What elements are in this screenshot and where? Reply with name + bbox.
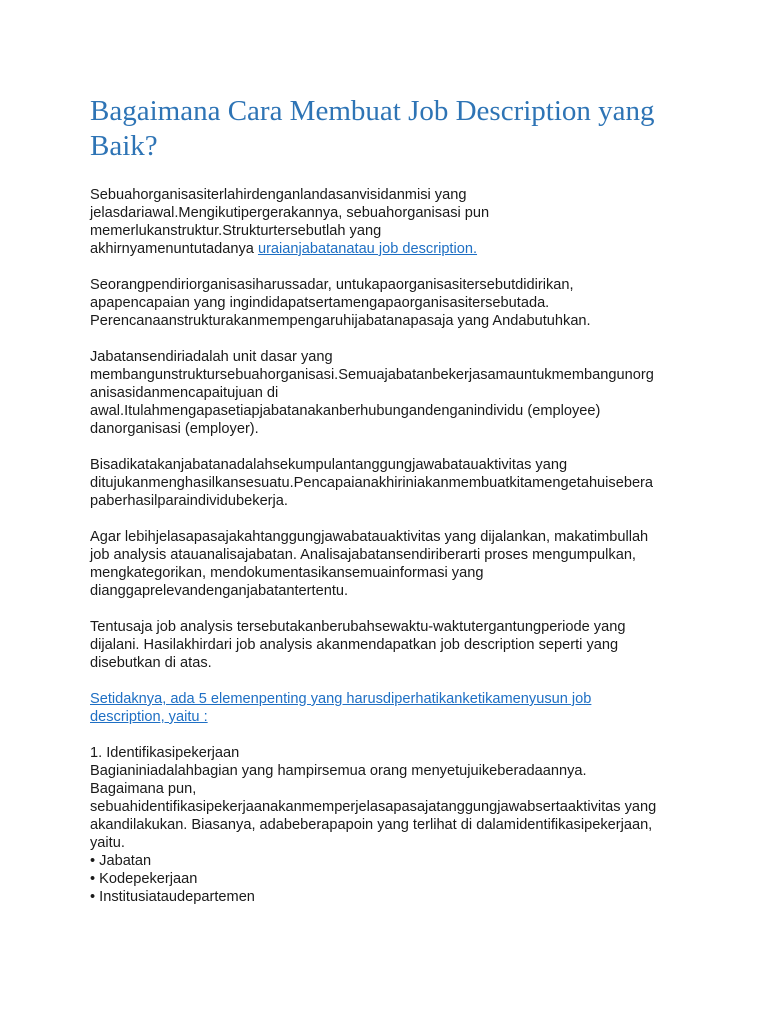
paragraph-2 xyxy=(90,276,690,330)
paragraph-line: disebutkan di atas. xyxy=(90,655,212,671)
title-line-1: Bagaimana Cara Membuat Job Description yang xyxy=(90,95,655,127)
section-line: akandilakukan. Biasanya, adabeberapapoin yang terlihat di dalamidentifikasipekerjaan, xyxy=(90,817,653,833)
paragraph-line: Jabatansendiriadalah unit dasar yang xyxy=(90,349,333,365)
paragraph-line: jelasdariawal.Mengikutipergerakannya, sebuahorganisasi pun xyxy=(90,205,490,221)
paragraph-6 xyxy=(90,618,690,672)
section-line: yaitu. xyxy=(90,835,125,851)
paragraph-line: Perencanaanstrukturakanmempengaruhijabatanapasaja yang Andabutuhkan. xyxy=(90,313,591,329)
paragraph-line: membangunstruktursebuahorganisasi.Semuajabatanbekerjasamauntukmembangunorg xyxy=(90,367,654,383)
paragraph-line: dianggaprelevandenganjabatantertentu. xyxy=(90,583,349,599)
paragraph-3 xyxy=(90,348,690,438)
paragraph-line: Sebuahorganisasiterlahirdenganlandasanvisidanmisi yang xyxy=(90,187,467,203)
elements-link-line[interactable]: description, yaitu : xyxy=(90,709,208,725)
document-page xyxy=(90,94,690,906)
paragraph-line-with-link xyxy=(90,240,690,258)
section-line: Bagianiniadalahbagian yang hampirsemua orang menyetujuikeberadaannya. xyxy=(90,763,587,779)
elements-intro-link[interactable] xyxy=(90,690,690,726)
paragraph-line: Bisadikatakanjabatanadalahsekumpulantanggungjawabatauaktivitas yang xyxy=(90,457,568,473)
section-line: sebuahidentifikasipekerjaanakanmemperjelasapasajatanggungjawabsertaaktivitas yang xyxy=(90,799,657,815)
paragraph-line: dijalani. Hasilakhirdari job analysis akanmendapatkan job description seperti yang xyxy=(90,637,619,653)
paragraph-line: job analysis atauanalisajabatan. Analisajabatansendiriberarti proses mengumpulkan, xyxy=(90,547,636,563)
paragraph-line: memerlukanstruktur.Strukturtersebutlah yang xyxy=(90,223,382,239)
paragraph-line: Agar lebihjelasapasajakahtanggungjawabatauaktivitas yang dijalankan, makatimbullah xyxy=(90,529,649,545)
paragraph-4 xyxy=(90,456,690,510)
paragraph-line: Tentusaja job analysis tersebutakanberubahsewaktu-waktutergantungperiode yang xyxy=(90,619,626,635)
paragraph-line: mengkategorikan, mendokumentasikansemuainformasi yang xyxy=(90,565,484,581)
paragraph-1 xyxy=(90,186,690,258)
paragraph-line: ditujukanmenghasilkansesuatu.Pencapaianakhiriniakanmembuatkitamengetahuisebera xyxy=(90,475,654,491)
paragraph-line: Seorangpendiriorganisasiharussadar, untukapaorganisasitersebutdidirikan, xyxy=(90,277,574,293)
page-title xyxy=(90,94,690,164)
paragraph-line: awal.Itulahmengapasetiapjabatanakanberhubungandenganindividu (employee) xyxy=(90,403,601,419)
paragraph-5 xyxy=(90,528,690,600)
paragraph-line: anisasidanmencapaitujuan di xyxy=(90,385,279,401)
bullet-item: • Kodepekerjaan xyxy=(90,871,198,887)
paragraph-line: paberhasilparaindividubekerja. xyxy=(90,493,288,509)
section-line: Bagaimana pun, xyxy=(90,781,197,797)
elements-link-line[interactable]: Setidaknya, ada 5 elemenpenting yang harusdiperhatikanketikamenyusun job xyxy=(90,691,592,707)
paragraph-line: danorganisasi (employer). xyxy=(90,421,259,437)
paragraph-line: apapencapaian yang ingindidapatsertamengapaorganisasitersebutada. xyxy=(90,295,550,311)
bullet-item: • Jabatan xyxy=(90,853,152,869)
title-line-2: Baik? xyxy=(90,130,158,162)
section-identifikasi xyxy=(90,744,690,906)
bullet-item: • Institusiataudepartemen xyxy=(90,889,255,905)
job-description-link[interactable]: uraianjabatanatau job description. xyxy=(257,241,478,257)
section-heading: 1. Identifikasipekerjaan xyxy=(90,745,240,761)
paragraph-text: akhirnyamenuntutadanya xyxy=(90,241,258,257)
